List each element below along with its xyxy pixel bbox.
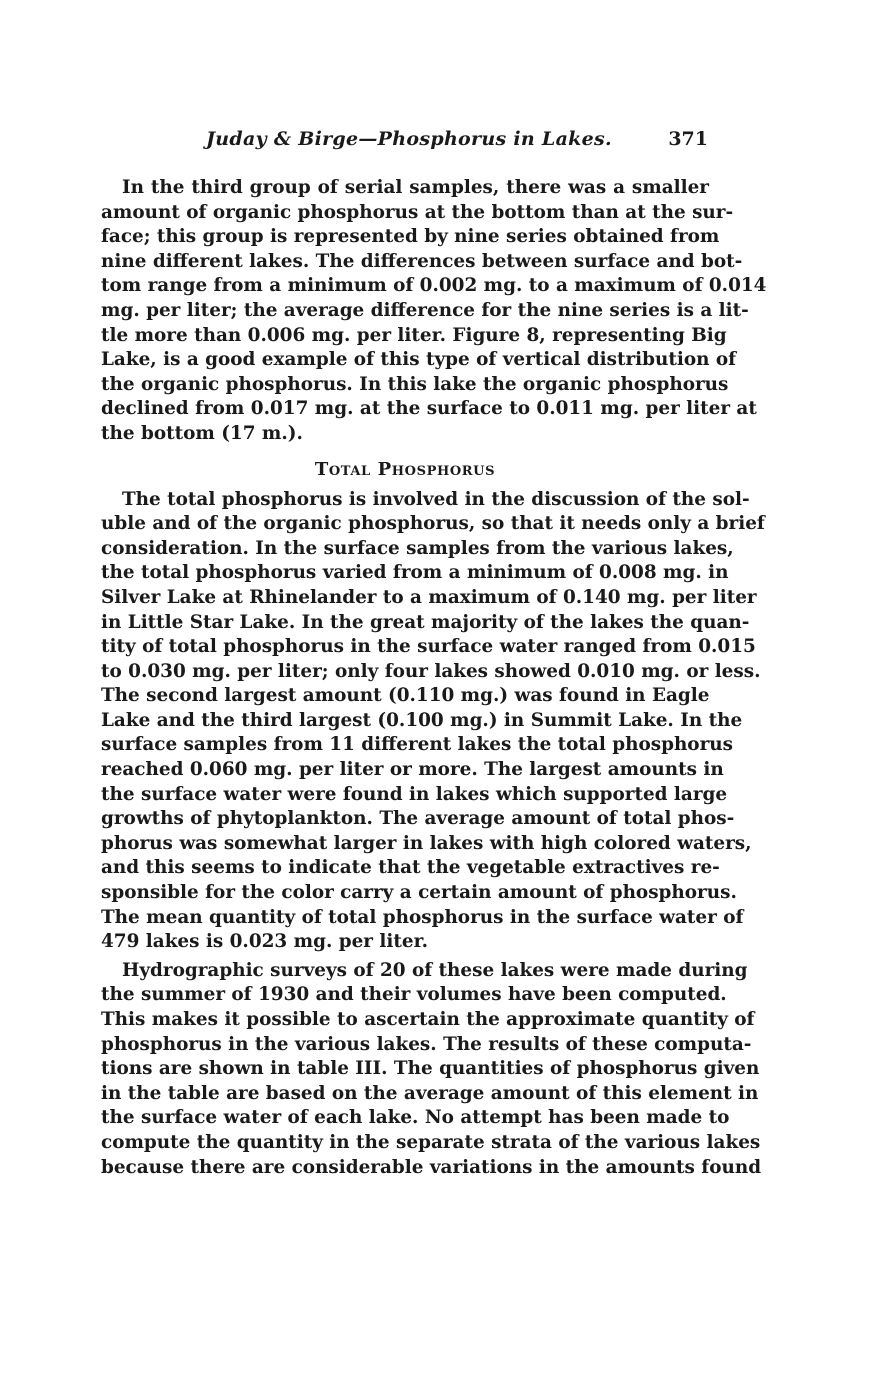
text-line: the surface water were found in lakes which supported large [101, 783, 728, 805]
text-line: phorus was somewhat larger in lakes with high colored waters, [101, 832, 752, 854]
text-line: mg. per liter; the average difference for the nine series is a lit- [101, 299, 749, 321]
text-line: In the third group of serial samples, there was a smaller [122, 177, 709, 198]
text-line: growths of phytoplankton. The average amount of total phos- [101, 808, 735, 830]
text-line: surface samples from 11 different lakes the total phosphorus [101, 734, 733, 756]
text-line: Silver Lake at Rhinelander to a maximum of 0.140 mg. per liter [101, 586, 757, 608]
text-line: Lake, is a good example of this type of vertical distribution of [101, 349, 737, 371]
text-line: consideration. In the surface samples from the various lakes, [101, 537, 734, 559]
text-line: sponsible for the color carry a certain amount of phosphorus. [101, 882, 737, 904]
text-line: The mean quantity of total phosphorus in the surface water of [101, 906, 744, 928]
text-line: to 0.030 mg. per liter; only four lakes showed 0.010 mg. or less. [101, 660, 761, 682]
text-line: nine different lakes. The differences between surface and bot- [101, 250, 743, 272]
section-heading-total-phosphorus: Total Phosphorus [314, 458, 496, 480]
text-line: tom range from a minimum of 0.002 mg. to a maximum of 0.014 [101, 275, 767, 297]
text-line: tle more than 0.006 mg. per liter. Figure 8, representing Big [101, 324, 727, 346]
paragraph-total-phosphorus [101, 488, 765, 955]
body-text [101, 176, 767, 1180]
text-line: Hydrographic surveys of 20 of these lakes were made during [122, 959, 748, 981]
paragraph-hydrographic-surveys [101, 959, 762, 1180]
text-line: This makes it possible to ascertain the approximate quantity of [101, 1009, 755, 1030]
text-line: and this seems to indicate that the vegetable extractives re- [101, 857, 720, 879]
text-line: the surface water of each lake. No attempt has been made to [101, 1107, 730, 1129]
text-line: the organic phosphorus. In this lake the organic phosphorus [101, 373, 729, 395]
text-line: Lake and the third largest (0.100 mg.) in Summit Lake. In the [101, 709, 743, 731]
text-line: 479 lakes is 0.023 mg. per liter. [101, 931, 428, 953]
text-line: uble and of the organic phosphorus, so that it needs only a brief [101, 513, 765, 535]
text-line: in Little Star Lake. In the great majority of the lakes the quan- [101, 611, 750, 633]
page-number: 371 [668, 128, 708, 150]
text-line: the summer of 1930 and their volumes have been computed. [101, 984, 727, 1006]
text-line: reached 0.060 mg. per liter or more. The largest amounts in [101, 759, 724, 781]
text-line: the bottom (17 m.). [101, 422, 303, 444]
running-title: Juday & Birge—Phosphorus in Lakes. [206, 128, 612, 150]
text-line: phosphorus in the various lakes. The results of these computa- [101, 1033, 752, 1055]
running-head [100, 128, 710, 158]
text-line: tity of total phosphorus in the surface water ranged from 0.015 [101, 636, 756, 658]
text-line: The total phosphorus is involved in the discussion of the sol- [122, 488, 750, 510]
text-line: the total phosphorus varied from a minimum of 0.008 mg. in [101, 562, 729, 584]
text-line: compute the quantity in the separate strata of the various lakes [101, 1131, 761, 1153]
text-line: declined from 0.017 mg. at the surface to 0.011 mg. per liter at [101, 398, 757, 420]
text-line: amount of organic phosphorus at the bottom than at the sur- [101, 201, 734, 223]
text-line: because there are considerable variations in the amounts found [101, 1156, 762, 1178]
text-line: in the table are based on the average amount of this element in [101, 1082, 759, 1104]
text-line: tions are shown in table III. The quantities of phosphorus given [101, 1058, 760, 1080]
text-line: face; this group is represented by nine series obtained from [101, 226, 720, 248]
paragraph-third-group [101, 176, 767, 447]
text-line: The second largest amount (0.110 mg.) was found in Eagle [101, 685, 710, 707]
